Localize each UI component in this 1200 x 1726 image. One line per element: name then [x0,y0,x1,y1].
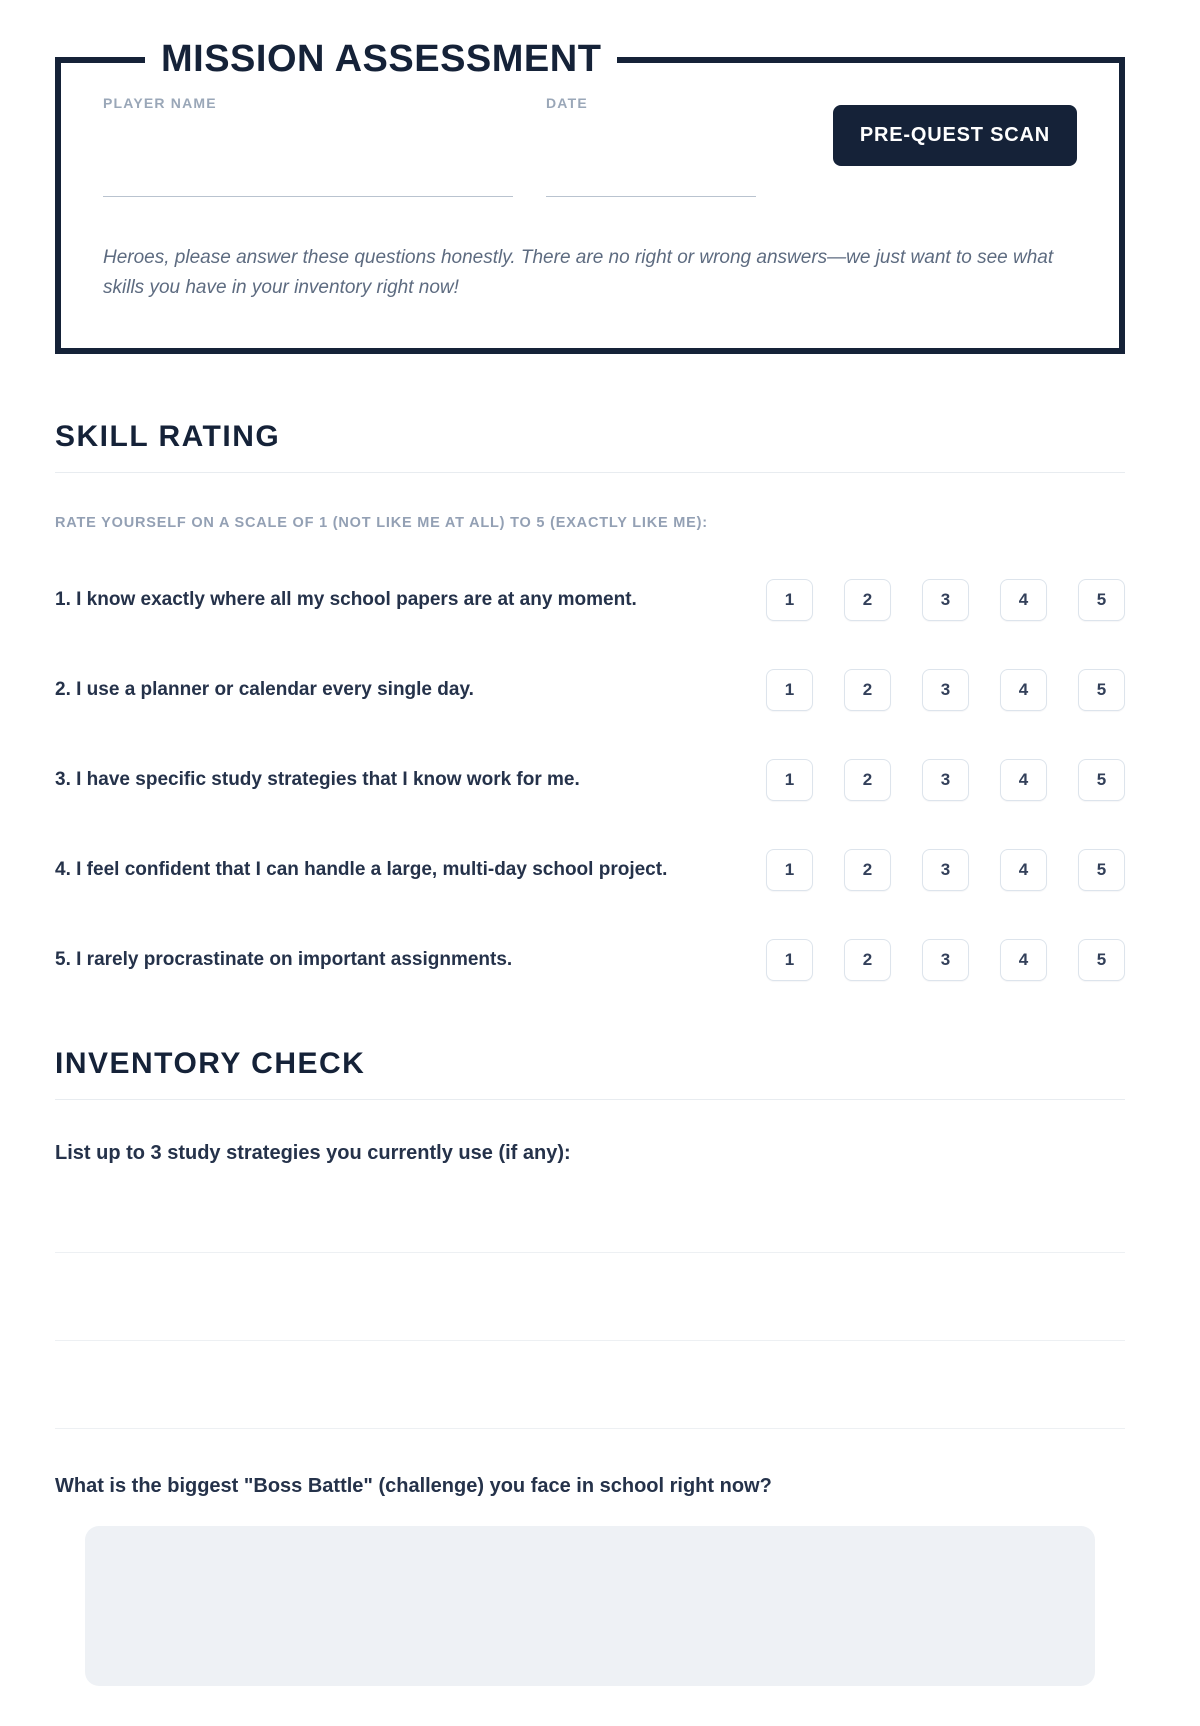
rating-box-q4-2[interactable]: 2 [844,849,891,891]
rating-box-q2-4[interactable]: 4 [1000,669,1047,711]
rating-box-q3-2[interactable]: 2 [844,759,891,801]
rating-box-q5-4[interactable]: 4 [1000,939,1047,981]
rating-box-q4-5[interactable]: 5 [1078,849,1125,891]
question-text: 1. I know exactly where all my school papers are at any moment. [55,589,637,611]
rating-box-q4-3[interactable]: 3 [922,849,969,891]
rating-box-q2-1[interactable]: 1 [766,669,813,711]
rating-box-q2-3[interactable]: 3 [922,669,969,711]
question-row-5 [55,939,1125,981]
rating-box-q1-5[interactable]: 5 [1078,579,1125,621]
scale-instruction: RATE YOURSELF ON A SCALE OF 1 (NOT LIKE ME AT ALL) TO 5 (EXACTLY LIKE ME): [55,514,708,531]
pre-quest-scan-button[interactable]: PRE-QUEST SCAN [833,105,1077,166]
player-name-field-group [103,95,513,197]
rating-box-q1-2[interactable]: 2 [844,579,891,621]
page [55,0,1125,1726]
date-field-group [546,95,756,197]
section-divider [55,1099,1125,1100]
rating-box-q5-5[interactable]: 5 [1078,939,1125,981]
rating-box-q5-1[interactable]: 1 [766,939,813,981]
rating-group-3 [766,759,1125,801]
page-title: MISSION ASSESSMENT [161,38,602,80]
strategies-prompt: List up to 3 study strategies you currently use (if any): [55,1141,571,1164]
question-text: 2. I use a planner or calendar every single day. [55,679,474,701]
rating-box-q3-3[interactable]: 3 [922,759,969,801]
rating-box-q3-5[interactable]: 5 [1078,759,1125,801]
rating-box-q1-4[interactable]: 4 [1000,579,1047,621]
header-fields-row [103,95,1077,197]
rating-group-5 [766,939,1125,981]
question-row-1 [55,579,1125,621]
boss-battle-answer-input[interactable] [85,1526,1095,1686]
player-name-label: PLAYER NAME [103,95,217,111]
rating-group-2 [766,669,1125,711]
skill-rating-title: SKILL RATING [55,419,281,453]
inventory-check-title: INVENTORY CHECK [55,1046,366,1080]
date-label: DATE [546,95,588,111]
rating-group-4 [766,849,1125,891]
section-divider [55,472,1125,473]
rating-box-q3-1[interactable]: 1 [766,759,813,801]
strategy-line-2[interactable] [55,1253,1125,1341]
skill-rating-section [55,420,1125,981]
question-text: 5. I rarely procrastinate on important assignments. [55,949,513,971]
rating-box-q4-1[interactable]: 1 [766,849,813,891]
assessment-header-box [55,38,1125,354]
strategy-line-1[interactable] [55,1165,1125,1253]
rating-box-q4-4[interactable]: 4 [1000,849,1047,891]
question-text: 4. I feel confident that I can handle a large, multi-day school project. [55,859,668,881]
rating-group-1 [766,579,1125,621]
question-row-2 [55,669,1125,711]
player-name-input[interactable] [103,163,513,197]
rating-box-q2-2[interactable]: 2 [844,669,891,711]
rating-box-q1-3[interactable]: 3 [922,579,969,621]
rating-box-q1-1[interactable]: 1 [766,579,813,621]
inventory-check-section [55,1047,1125,1686]
boss-battle-prompt: What is the biggest "Boss Battle" (challenge) you face in school right now? [55,1474,772,1497]
rating-box-q2-5[interactable]: 5 [1078,669,1125,711]
assessment-instructions: Heroes, please answer these questions honestly. There are no right or wrong answers—we just want to see what skills you have in your inventory right now! [103,247,1054,299]
question-text: 3. I have specific study strategies that I know work for me. [55,769,580,791]
rating-box-q3-4[interactable]: 4 [1000,759,1047,801]
date-input[interactable] [546,163,756,197]
rating-box-q5-2[interactable]: 2 [844,939,891,981]
strategy-line-3[interactable] [55,1341,1125,1429]
question-row-3 [55,759,1125,801]
question-row-4 [55,849,1125,891]
rating-box-q5-3[interactable]: 3 [922,939,969,981]
